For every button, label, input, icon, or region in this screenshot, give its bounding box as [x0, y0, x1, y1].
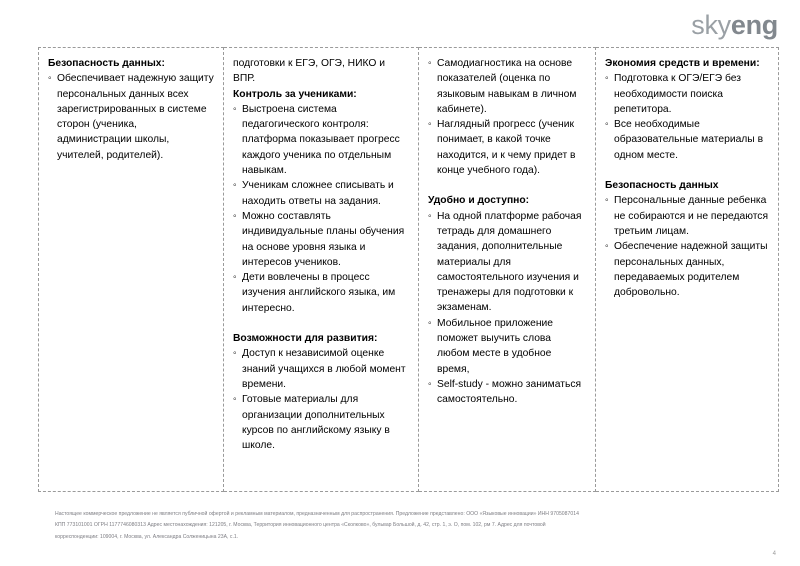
- bullet-item: ◦ Подготовка к ОГЭ/ЕГЭ без необходимости поиска репетитора.: [605, 71, 769, 117]
- block-heading: Возможности для развития:: [233, 333, 378, 345]
- continuation-text: подготовки к ЕГЭ, ОГЭ, НИКО и ВПР.: [233, 58, 386, 85]
- bullet-item: ◦ Self-study - можно заниматься самостоятельно.: [428, 377, 586, 408]
- table-row: [39, 48, 779, 492]
- logo-eng-part: eng: [730, 9, 778, 40]
- footer-line-1: Настоящее коммерческое предложение не является публичной офертой и рекламным материалом, предназначенным для распространения. Предложение представлено: ООО «Языковые инновации» ИНН 9705087014: [55, 511, 579, 517]
- page-number: 4: [772, 551, 776, 557]
- footer-line-3: корреспонденции: 109004, г. Москва, ул. Александра Солженицына 23А, с.1.: [55, 533, 239, 540]
- bullet-item: ◦ Доступ к независимой оценке знаний учащихся в любой момент времени.: [233, 346, 409, 392]
- bullet-item: ◦ Ученикам сложнее списывать и находить ответы на задания.: [233, 178, 409, 209]
- bullet-item: ◦ Самодиагностика на основе показателей (оценка по языковым навыкам в личном кабинете).: [428, 56, 586, 117]
- skyeng-logo-text: [691, 9, 778, 40]
- block-student-control: [233, 87, 409, 316]
- legal-footer: [55, 509, 767, 543]
- block-data-security-parents: [605, 178, 769, 300]
- table-cell-column-2: [224, 48, 419, 492]
- logo-sky-part: sky: [691, 9, 731, 40]
- table-cell-column-4: [596, 48, 779, 492]
- block-self-diagnostics: [428, 56, 586, 178]
- block-data-security: [48, 56, 214, 163]
- bullet-item: ◦ Персональные данные ребенка не собираются и не передаются третьим лицам.: [605, 193, 769, 239]
- block-development-opportunities: [233, 331, 409, 453]
- bullet-item: ◦ Дети вовлечены в процесс изучения английского языка, им интересно.: [233, 270, 409, 316]
- block-heading: Удобно и доступно:: [428, 195, 530, 207]
- block-heading: Контроль за учениками:: [233, 88, 357, 100]
- content-table-wrapper: [38, 47, 778, 492]
- table-cell-column-1: [39, 48, 224, 492]
- bullet-item: ◦ Мобильное приложение поможет выучить слова любом месте в удобное время,: [428, 316, 586, 377]
- footer-line-2: КПП 773101001 ОГРН 1177746080313 Адрес местонахождения: 121205, г. Москва, Территория инновационного центра «Сколково», бульвар Большой, д. 42, стр. 1, э. О, пом. 102, рм 7. Адрес для почтовой: [55, 522, 546, 529]
- bullet-item: ◦ Выстроена система педагогического контроля: платформа показывает прогресс каждого ученика по отдельным навыкам.: [233, 102, 409, 178]
- block-heading: Безопасность данных:: [48, 58, 165, 69]
- table-cell-column-3: [419, 48, 596, 492]
- block-heading: Экономия средств и времени:: [605, 58, 760, 69]
- bullet-item: ◦ Можно составлять индивидуальные планы обучения на основе уровня языка и интересов учеников.: [233, 209, 409, 270]
- bullet-item: ◦ Готовые материалы для организации дополнительных курсов по английскому языку в школе.: [233, 392, 409, 453]
- block-heading: Безопасность данных: [605, 180, 719, 192]
- block-convenient-accessible: [428, 193, 586, 407]
- bullet-item: ◦ На одной платформе рабочая тетрадь для домашнего задания, дополнительные материалы для самостоятельного изучения и тренажеры для подготовки к экзаменам.: [428, 209, 586, 316]
- benefits-table: [38, 47, 779, 492]
- bullet-item: ◦ Наглядный прогресс (ученик понимает, в какой точке находится, и к чему придет в конце учебного года).: [428, 117, 586, 178]
- block-cost-time-savings: [605, 56, 769, 163]
- bullet-item: ◦ Обеспечивает надежную защиту персональных данных всех зарегистрированных в системе сторон (ученика, администрации школы, учителей, родителей).: [48, 71, 214, 163]
- brand-logo: [691, 8, 778, 42]
- bullet-item: ◦ Обеспечение надежной защиты персональных данных, передаваемых родителем добровольно.: [605, 239, 769, 300]
- bullet-item: ◦ Все необходимые образовательные материалы в одном месте.: [605, 117, 769, 163]
